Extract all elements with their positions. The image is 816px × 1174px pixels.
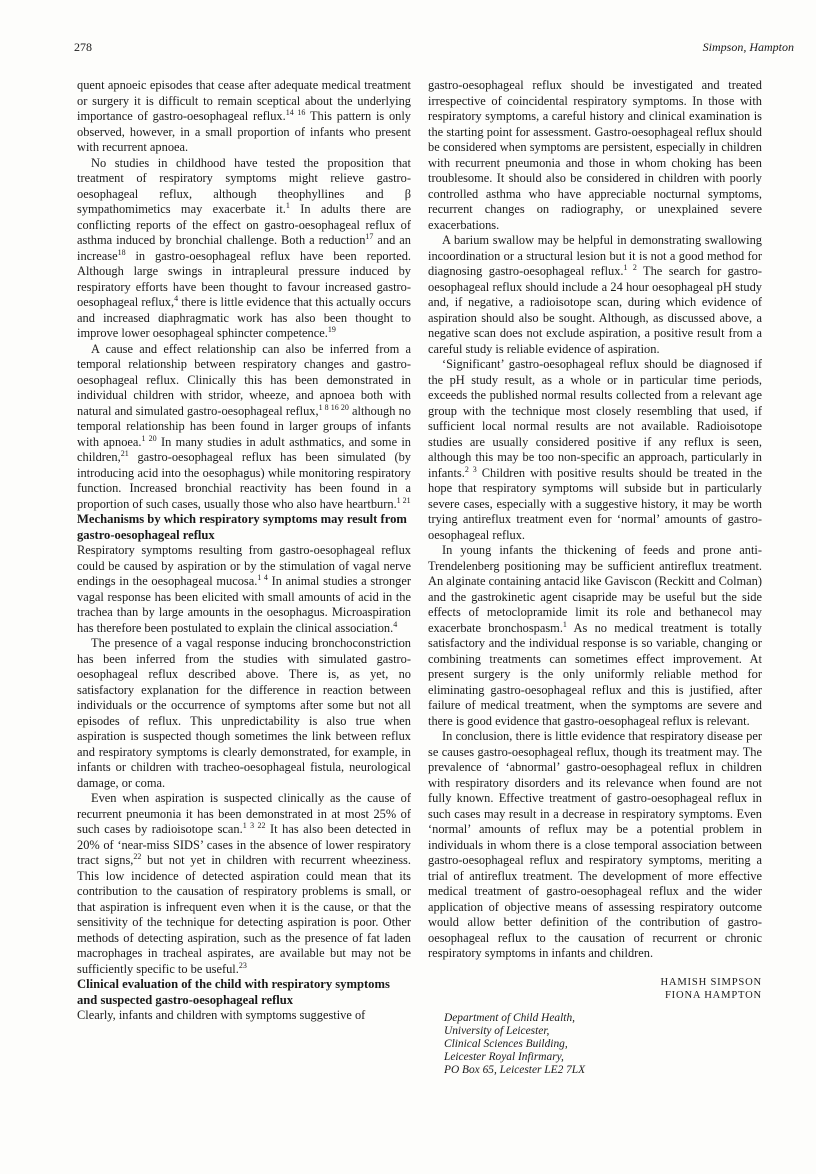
paragraph: gastro-oesophageal reflux should be investigated and treated irrespective of coincidental respiratory symptoms. In those with respiratory symptoms, a careful history and clinical examination is the starting point for assessment. Gastro-oesophageal reflux should be considered when symptoms are persistent, especially in children with recurrent pneumonia and those in whom choking has been troublesome. It should also be considered in children with poorly controlled asthma who have appreciable nocturnal symptoms, recurrent changes on radiography, or unexplained severe exacerbations. bbox=[428, 78, 762, 232]
address-line: PO Box 65, Leicester LE2 7LX bbox=[444, 1064, 586, 1077]
paragraph: No studies in childhood have tested the proposition that treatment of respiratory symptoms might relieve gastro-oesophageal reflux, although theophyllines and β sympathomimetics may exacerbate it.$^1$ In adults there are conflicting reports of the effect on gastro-oesophageal reflux of asthma induced by bronchial challenge. Both a reduction$^{17}$ and an increase$^{18}$ in gastro-oesophageal reflux have been reported. Although large swings in intrapleural pressure induced by respiratory efforts have been thought to favour increased gastro-oesophageal reflux,$^4$ there is little evidence that this actually occurs and increased diaphragmatic work has also been thought to improve lower oesophageal sphincter competence.$^{19}$ bbox=[77, 155, 411, 340]
page-number: 278 bbox=[74, 40, 92, 54]
section-heading: Mechanisms by which respiratory symptoms may result from gastro-oesophageal reflux bbox=[77, 512, 407, 542]
paragraph: In conclusion, there is little evidence that respiratory disease per se causes gastro-oesophageal reflux, though its treatment may. The prevalence of ‘abnormal’ gastro-oesophageal reflux in children with respiratory disorders and its relevance when found are not fully known. Effective treatment of gastro-oesophageal reflux in such cases may result in a decrease in respiratory symptoms. Even ‘normal’ amounts of reflux may be a potential problem in individuals in whom there is a close temporal association between gastro-oesophageal reflux and respiratory symptoms, meriting a trial of antireflux treatment. The development of more effective medical treatment of gastro-oesophageal reflux and the wider application of objective means of assessing respiratory outcome would allow better definition of the contribution of gastro-oesophageal reflux to the causation of recurrent or chronic respiratory symptoms in infants and children. bbox=[428, 729, 762, 960]
paragraph: ‘Significant’ gastro-oesophageal reflux should be diagnosed if the pH study result, as a whole or in particular time periods, exceeds the published normal results collected from a relevant age group with the technique most closely resembling that used, if sufficient local normal results are not available. Radioisotope studies are usually considered positive if any reflux is seen, although this may be too non-specific an approach, particularly in infants.$^{2 3}$ Children with positive results should be treated in the hope that respiratory symptoms will subside but in particularly severe cases, especially with a suggestive history, it may be worth trying antireflux treatment even for ‘normal’ amounts of gastro-oesophageal reflux. bbox=[428, 357, 763, 542]
page-header bbox=[74, 40, 794, 60]
running-head: Simpson, Hampton bbox=[702, 40, 794, 54]
paragraph: Clearly, infants and children with symptoms suggestive of bbox=[77, 1008, 366, 1022]
address-line: Leicester Royal Infirmary, bbox=[444, 1051, 564, 1064]
paragraph: A barium swallow may be helpful in demonstrating swallowing incoordination or a structural lesion but it is not a good method for diagnosing gastro-oesophageal reflux.$^{1 2}$ The search for gastro-oesophageal reflux should include a 24 hour oesophageal pH study and, if negative, a radioisotope scan, during which evidence of aspiration should also be sought. Although, as discussed above, a negative scan does not exclude aspiration, a positive result from a careful study is reliable evidence of aspiration. bbox=[428, 233, 763, 356]
left-column bbox=[77, 78, 411, 1024]
paragraph: The presence of a vagal response inducing bronchoconstriction has been inferred from the studies with simulated gastro-oesophageal reflux described above. There is, as yet, no satisfactory explanation for the difference in reaction between individuals or the occurrence of symptoms after some but not all episodes of reflux. This unpredictability is also true when aspiration is suspected though sometimes the link between reflux and respiratory symptoms is clearly demonstrated, for example, in infants or children with tracheo-oesophageal fistula, neurological damage, or coma. bbox=[77, 636, 411, 790]
section-heading: Clinical evaluation of the child with respiratory symptoms and suspected gastro-oesophageal reflux bbox=[77, 977, 390, 1007]
paragraph: quent apnoeic episodes that cease after adequate medical treatment or surgery it is difficult to remain sceptical about the underlying importance of gastro-oesophageal reflux.$^{14 16}$ This pattern is only observed, however, in a small proportion of infants who present with recurrent apnoea. bbox=[77, 78, 412, 154]
address-line: Clinical Sciences Building, bbox=[444, 1037, 568, 1050]
paragraph: A cause and effect relationship can also be inferred from a temporal relationship between respiratory changes and gastro-oesophageal reflux. Clinically this has been demonstrated in individual children with stridor, wheeze, and apnoea both with natural and simulated gastro-oesophageal reflux,$^{1 8 16 20}$ although no temporal relationship has been found in larger groups of infants with apnoea.$^{1 20}$ In many studies in adult asthmatics, and some in children,$^{21}$ gastro-oesophageal reflux has been simulated (by introducing acid into the oesophagus) while monitoring respiratory function. Increased bronchial reactivity has been found in a proportion of such cases, usually those who also have heartburn.$^{1 21}$ bbox=[77, 341, 411, 511]
address-line: Department of Child Health, bbox=[444, 1011, 575, 1024]
author-name: HAMISH SIMPSON bbox=[660, 976, 762, 988]
author-name: FIONA HAMPTON bbox=[664, 989, 762, 1001]
author-signatures bbox=[428, 976, 762, 1002]
author-address bbox=[428, 1012, 762, 1078]
paragraph: In young infants the thickening of feeds and prone anti-Trendelenberg positioning may be sufficient antireflux treatment. An alginate containing antacid like Gaviscon (Reckitt and Colman) and the gastrokinetic agent cisapride may be useful but the side effects of metoclopramide limit its role and bethanecol may exacerbate bronchospasm.$^1$ As no medical treatment is totally satisfactory and the individual response is so variable, changing or combining treatments can sometimes effect improvement. At present surgery is the only uniformly reliable method for eliminating gastro-oesophageal reflux and this is justified, after failure of medical treatment, when the symptoms are severe and there is good evidence that gastro-oesophageal reflux is relevant. bbox=[428, 543, 762, 728]
address-line: University of Leicester, bbox=[444, 1024, 550, 1037]
paragraph: Even when aspiration is suspected clinically as the cause of recurrent pneumonia it has been demonstrated in at most 25% of such cases by radioisotope scan.$^{1 3 22}$ It has also been detected in 20% of ‘near-miss SIDS’ cases in the absence of lower respiratory tract signs,$^{22}$ but not yet in children with recurrent wheeziness. This low incidence of detected aspiration could mean that its contribution to the causation of respiratory problems is small, or that aspiration is infrequent even when it is the cause, or that the sensitivity of the technique for detecting aspiration is poor. Other methods of detecting aspiration, such as the presence of fat laden macrophages in tracheal aspirates, are available but may not be sufficiently specific to be useful.$^{23}$ bbox=[77, 791, 411, 976]
right-column bbox=[428, 78, 762, 1078]
paragraph: Respiratory symptoms resulting from gastro-oesophageal reflux could be caused by aspiration or by the stimulation of vagal nerve endings in the oesophageal mucosa.$^{1 4}$ In animal studies a stronger vagal response has been elicited with small amounts of acid in the trachea than by large amounts in the oesophagus. Microaspiration has therefore been postulated to explain the clinical association.$^4$ bbox=[77, 543, 411, 635]
